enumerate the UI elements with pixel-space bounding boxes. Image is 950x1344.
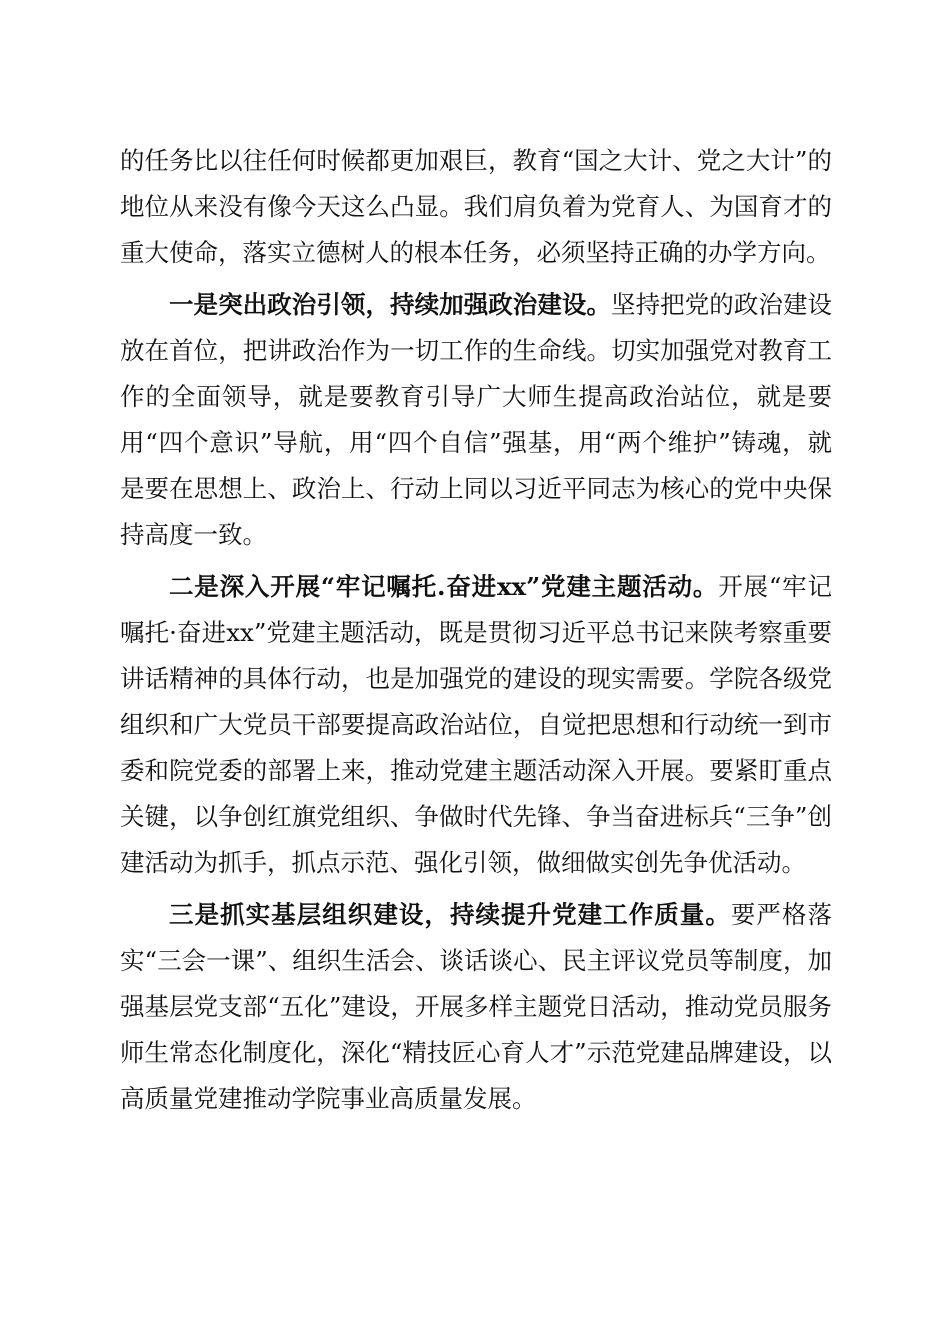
- paragraph-heading: 三是抓实基层组织建设，持续提升党建工作质量。: [169, 900, 731, 929]
- paragraph-heading: 一是突出政治引领，持续加强政治建设。: [169, 290, 612, 319]
- paragraph-text: 的任务比以往任何时候都更加艰巨，教育“国之大计、党之大计”的地位从来没有像今天这么凸显。我们肩负着为党育人、为国育才的重大使命，落实立德树人的根本任务，必须坚持正确的办学方向。: [120, 146, 832, 267]
- paragraph-heading: 二是深入开展“牢记嘱托.奋进xx”党建主题活动。: [169, 572, 719, 601]
- document-body: [120, 138, 832, 1128]
- paragraph-political-leadership: [120, 282, 832, 558]
- paragraph-intro-continuation: [120, 138, 832, 276]
- paragraph-grassroots-organization: [120, 892, 832, 1122]
- paragraph-text: 坚持把党的政治建设放在首位，把讲政治作为一切工作的生命线。切实加强党对教育工作的全面领导，就是要教育引导广大师生提高政治站位，就是要用“四个意识”导航，用“四个自信”强基，用“两个维护”铸魂，就是要在思想上、政治上、行动上同以习近平同志为核心的党中央保持高度一致。: [120, 290, 833, 549]
- paragraph-theme-activity: [120, 564, 832, 886]
- paragraph-text: 要严格落实“三会一课”、组织生活会、谈话谈心、民主评议党员等制度，加强基层党支部“五化”建设，开展多样主题党日活动，推动党员服务师生常态化制度化，深化“精技匠心育人才”示范党建品牌建设，以高质量党建推动学院事业高质量发展。: [120, 900, 833, 1113]
- paragraph-text: 开展“牢记嘱托·奋进xx”党建主题活动，既是贯彻习近平总书记来陕考察重要讲话精神的具体行动，也是加强党的建设的现实需要。学院各级党组织和广大党员干部要提高政治站位，自觉把思想和行动统一到市委和院党委的部署上来，推动党建主题活动深入开展。要紧盯重点关键，以争创红旗党组织、争做时代先锋、争当奋进标兵“三争”创建活动为抓手，抓点示范、强化引领，做细做实创先争优活动。: [120, 572, 832, 877]
